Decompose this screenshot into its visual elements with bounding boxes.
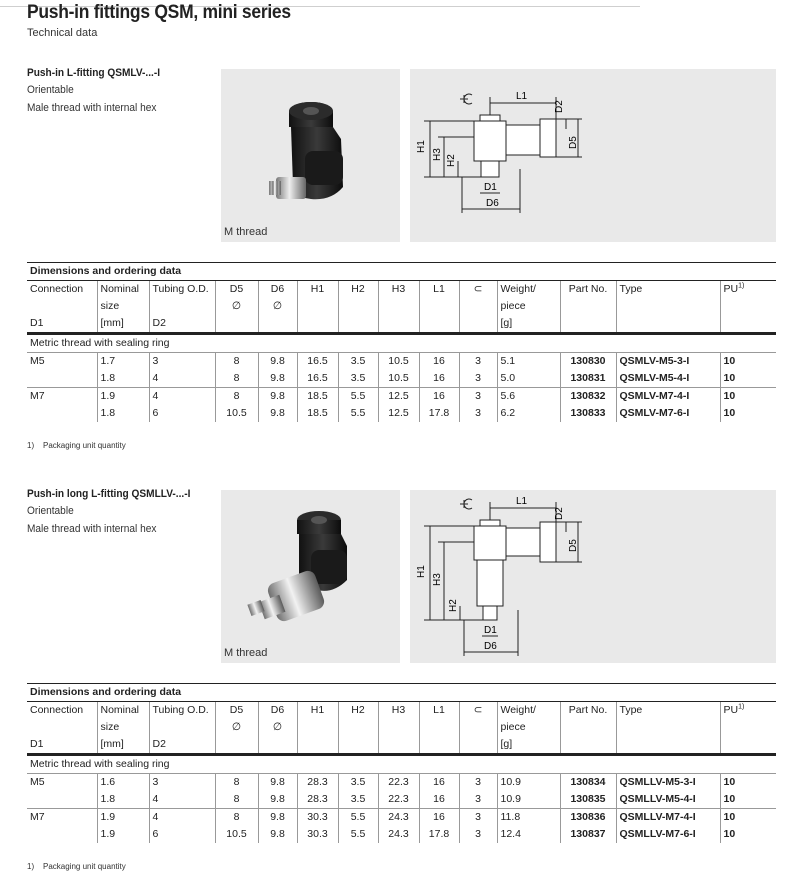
group-label: Metric thread with sealing ring xyxy=(30,337,170,349)
col-weight-2: piece xyxy=(497,298,560,315)
col-tubing: Tubing O.D. xyxy=(149,281,215,299)
col-mm: [mm] xyxy=(97,315,149,334)
col-d6: D6 xyxy=(258,281,297,299)
drawing-label-d6: D6 xyxy=(486,198,499,209)
table-row: M5 1.6 3 8 9.8 28.3 3.5 22.3 16 3 10.9 130834 QSMLLV-M5-3-I 10 xyxy=(27,774,776,792)
col-d5: D5 xyxy=(215,281,258,299)
product-1-drawing xyxy=(410,69,776,242)
group-label: Metric thread with sealing ring xyxy=(30,758,170,770)
product-2-photo xyxy=(221,490,400,663)
table-row: M5 1.7 3 8 9.8 16.5 3.5 10.5 16 3 5.1 130830 QSMLV-M5-3-I 10 xyxy=(27,353,776,371)
drawing-label-l1: L1 xyxy=(516,496,528,507)
col-pu: PU$^{1)}$ xyxy=(720,702,776,720)
col-weight: Weight/ xyxy=(497,702,560,720)
diameter-symbol: ∅ xyxy=(258,719,297,736)
drawing-label-h3: H3 xyxy=(432,148,443,161)
product-2-image-caption: M thread xyxy=(224,647,268,659)
l-fitting-dimension-drawing xyxy=(410,69,776,242)
table-row: 1.8 4 8 9.8 28.3 3.5 22.3 16 3 10.9 130835 QSMLLV-M5-4-I 10 xyxy=(27,791,776,809)
col-part-no: Part No. xyxy=(560,281,616,299)
col-h3: H3 xyxy=(378,702,419,720)
drawing-label-d2: D2 xyxy=(554,100,565,113)
col-d5: D5 xyxy=(215,702,258,720)
col-weight-2: piece xyxy=(497,719,560,736)
col-d6: D6 xyxy=(258,702,297,720)
col-tubing: Tubing O.D. xyxy=(149,702,215,720)
product-1-title: Push-in L-fitting QSMLV-...-I xyxy=(27,67,161,79)
page-title: Push-in fittings QSM, mini series xyxy=(27,2,291,23)
col-g: [g] xyxy=(497,736,560,755)
table-row: M7 1.9 4 8 9.8 18.5 5.5 12.5 16 3 5.6 130832 QSMLV-M7-4-I 10 xyxy=(27,388,776,406)
col-d2: D2 xyxy=(149,315,215,334)
drawing-label-d2: D2 xyxy=(554,507,565,520)
table-row: 1.9 6 10.5 9.8 30.3 5.5 24.3 17.8 3 12.4 130837 QSMLLV-M7-6-I 10 xyxy=(27,826,776,843)
drawing-label-d1: D1 xyxy=(484,625,497,636)
col-pu: PU$^{1)}$ xyxy=(720,281,776,299)
col-h3: H3 xyxy=(378,281,419,299)
col-wrench-icon: ⊂ xyxy=(459,281,497,299)
product-1-image-caption: M thread xyxy=(224,226,268,238)
drawing-label-d1: D1 xyxy=(484,182,497,193)
table-row: 1.8 6 10.5 9.8 18.5 5.5 12.5 17.8 3 6.2 130833 QSMLV-M7-6-I 10 xyxy=(27,405,776,422)
product-2-drawing xyxy=(410,490,776,663)
table-row: 1.8 4 8 9.8 16.5 3.5 10.5 16 3 5.0 130831 QSMLV-M5-4-I 10 xyxy=(27,370,776,388)
drawing-label-h3: H3 xyxy=(432,573,443,586)
product-2-footnote: 1) Packaging unit quantity xyxy=(27,862,126,871)
col-d2: D2 xyxy=(149,736,215,755)
col-mm: [mm] xyxy=(97,736,149,755)
page-subtitle: Technical data xyxy=(27,27,98,39)
col-type: Type xyxy=(616,281,720,299)
col-g: [g] xyxy=(497,315,560,334)
long-l-fitting-dimension-drawing xyxy=(410,490,776,663)
col-h2: H2 xyxy=(338,702,378,720)
drawing-label-d6: D6 xyxy=(484,641,497,652)
product-2-line-2: Male thread with internal hex xyxy=(27,523,157,535)
col-connection: Connection xyxy=(30,283,84,295)
product-1-line-1: Orientable xyxy=(27,84,74,96)
col-d1: D1 xyxy=(27,736,97,755)
col-nominal: Nominal xyxy=(97,281,149,299)
table-title: Dimensions and ordering data xyxy=(27,684,776,702)
drawing-label-d5: D5 xyxy=(568,136,579,149)
col-nominal: Nominal xyxy=(97,702,149,720)
col-h1: H1 xyxy=(297,702,338,720)
col-nominal-2: size xyxy=(97,298,149,315)
col-h2: H2 xyxy=(338,281,378,299)
table-title: Dimensions and ordering data xyxy=(27,263,776,281)
diameter-symbol: ∅ xyxy=(215,298,258,315)
col-nominal-2: size xyxy=(97,719,149,736)
drawing-label-h1: H1 xyxy=(416,140,427,153)
product-2-line-1: Orientable xyxy=(27,505,74,517)
col-part-no: Part No. xyxy=(560,702,616,720)
product-2-dimensions-table xyxy=(27,683,776,843)
drawing-label-h1: H1 xyxy=(416,565,427,578)
product-1-footnote: 1) Packaging unit quantity xyxy=(27,441,126,450)
product-1-line-2: Male thread with internal hex xyxy=(27,102,157,114)
col-connection: Connection xyxy=(30,704,84,716)
col-h1: H1 xyxy=(297,281,338,299)
diameter-symbol: ∅ xyxy=(215,719,258,736)
drawing-label-d5: D5 xyxy=(568,539,579,552)
table-row: M7 1.9 4 8 9.8 30.3 5.5 24.3 16 3 11.8 130836 QSMLLV-M7-4-I 10 xyxy=(27,809,776,827)
l-fitting-photo-icon xyxy=(221,69,400,242)
drawing-label-h2: H2 xyxy=(446,154,457,167)
product-2-title: Push-in long L-fitting QSMLLV-...-I xyxy=(27,488,191,500)
col-l1: L1 xyxy=(419,702,459,720)
long-l-fitting-photo-icon xyxy=(221,490,400,663)
diameter-symbol: ∅ xyxy=(258,298,297,315)
product-1-photo xyxy=(221,69,400,242)
col-type: Type xyxy=(616,702,720,720)
drawing-label-h2: H2 xyxy=(448,599,459,612)
col-d1: D1 xyxy=(27,315,97,334)
drawing-label-l1: L1 xyxy=(516,91,528,102)
product-1-dimensions-table xyxy=(27,262,776,422)
col-wrench-icon: ⊂ xyxy=(459,702,497,720)
col-weight: Weight/ xyxy=(497,281,560,299)
col-l1: L1 xyxy=(419,281,459,299)
